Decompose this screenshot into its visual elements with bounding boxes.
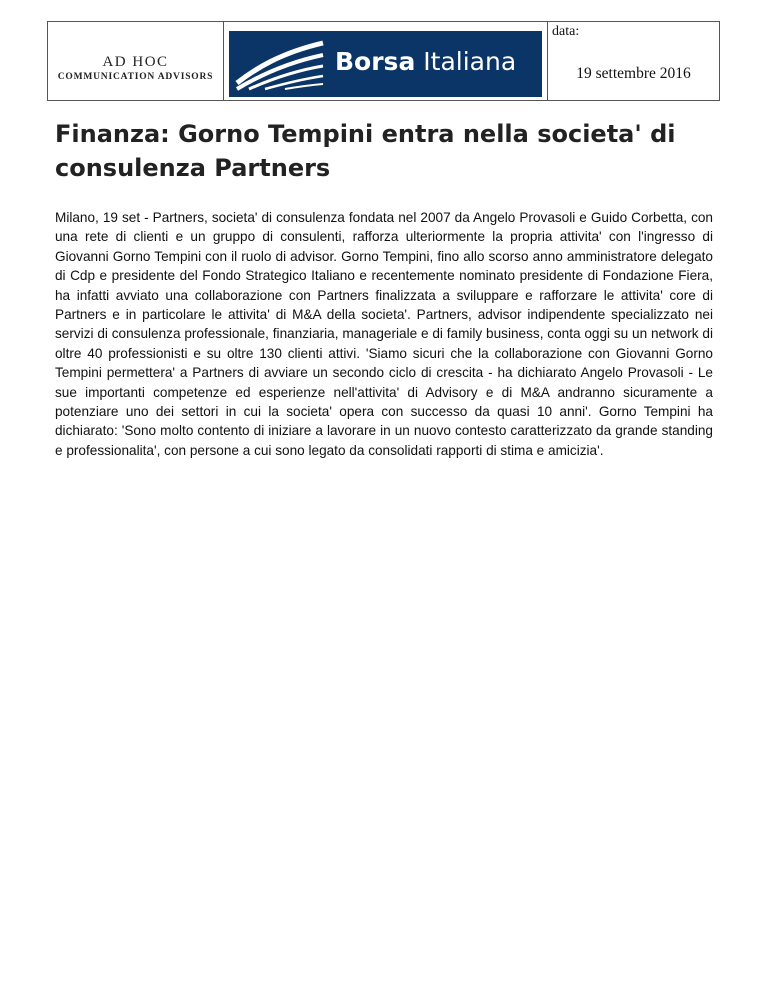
- date-value: 19 settembre 2016: [576, 65, 691, 82]
- header-table: [47, 21, 720, 101]
- borsa-logo-regular: Italiana: [423, 47, 517, 76]
- agency-logo-cell: [48, 22, 224, 100]
- date-cell: [548, 22, 719, 100]
- article-body: Milano, 19 set - Partners, societa' di consulenza fondata nel 2007 da Angelo Provasoli e Guido Corbetta, con una rete di clienti e un gruppo di consulenti, rafforza ulteriormente la propria attivita' con l'ingresso di Giovanni Gorno Tempini con il ruolo di advisor. Gorno Tempini, fino allo scorso anno amministratore delegato di Cdp e presidente del Fondo Strategico Italiano e recentemente nominato presidente di Fondazione Fiera, ha infatti avviato una collaborazione con Partners finalizzata a sviluppare e rafforzare le attivita' core di Partners e in particolare le attivita' di M&A della societa'. Partners, advisor indipendente specializzato nei servizi di consulenza professionale, finanziaria, manageriale e di family business, conta oggi su un network di oltre 40 professionisti e su oltre 130 clienti attivi. 'Siamo sicuri che la collaborazione con Giovanni Gorno Tempini permettera' a Partners di avviare un secondo ciclo di crescita - ha dichiarato Angelo Provasoli - Le sue importanti competenze ed esperienze nell'attivita' di Advisory e di M&A andranno sicuramente a potenziare uno dei settori in cui la societa' opera con successo da quasi 10 anni'. Gorno Tempini ha dichiarato: 'Sono molto contento di iniziare a lavorare in un nuovo contesto caratterizzato da grande standing e professionalita', con persone a cui sono legato da consolidati rapporti di stima e amicizia'.: [55, 210, 713, 458]
- agency-tagline: COMMUNICATION ADVISORS: [57, 72, 214, 82]
- date-label: data:: [552, 24, 580, 39]
- source-logo-cell: [224, 22, 548, 100]
- borsa-italiana-logo: [229, 31, 542, 97]
- article-title: Finanza: Gorno Tempini entra nella societa' di consulenza Partners: [55, 120, 676, 182]
- borsa-logo-text: [335, 47, 516, 76]
- agency-name: AD HOC: [102, 54, 169, 70]
- borsa-logo-bold: Borsa: [335, 47, 416, 76]
- borsa-wave-icon: [235, 39, 325, 91]
